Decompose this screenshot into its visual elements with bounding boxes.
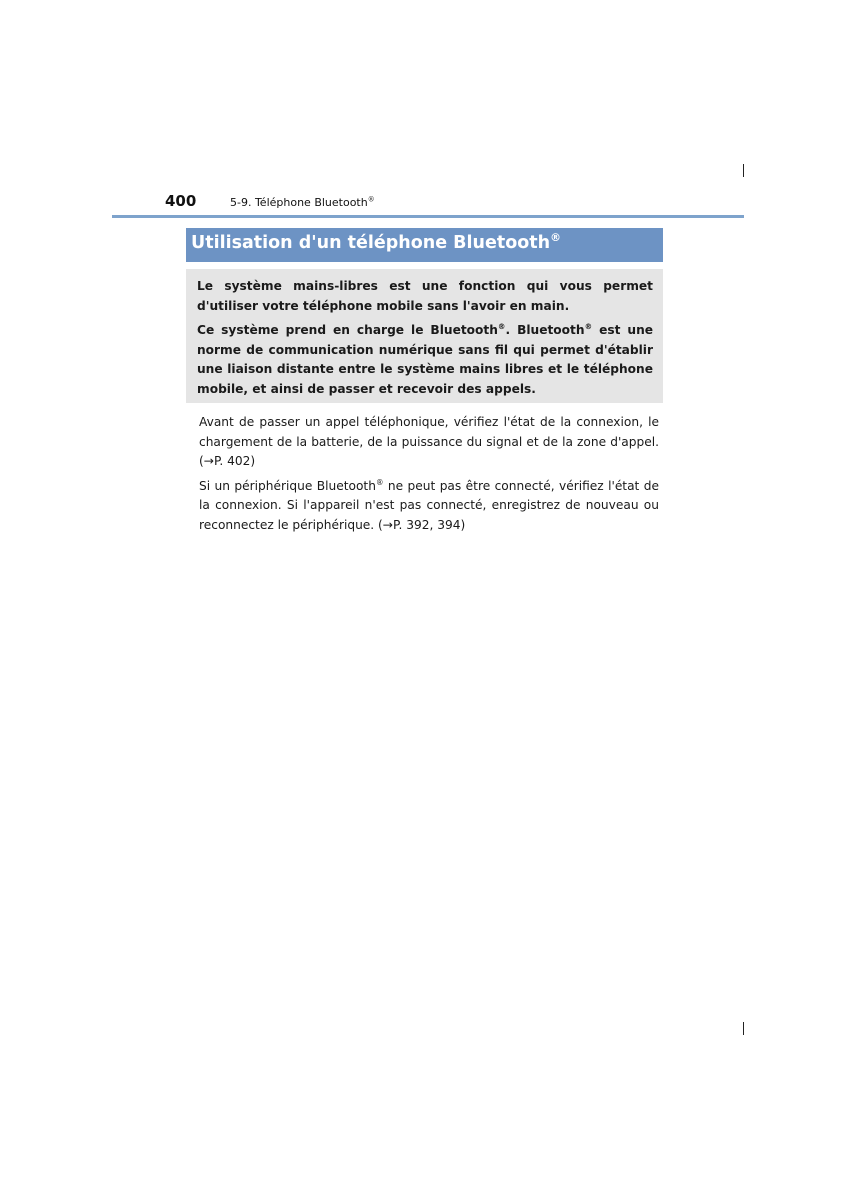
registered-mark: ® — [367, 195, 375, 204]
intro-text-segment: est une norme de communication numérique sans fil qui permet d'établir une liaison distante entre le système mains libres et le téléphone mobile, et ainsi de passer et recevoir des appels. — [197, 323, 654, 396]
page-title — [191, 233, 561, 253]
section-label-text: 5-9. Téléphone Bluetooth — [230, 196, 368, 209]
registered-mark: ® — [584, 321, 593, 331]
intro-paragraph-1: Le système mains-libres est une fonction qui vous permet d'utiliser votre téléphone mobile sans l'avoir en main. — [197, 279, 653, 313]
header-rule — [112, 215, 744, 218]
body-paragraph-1: Avant de passer un appel téléphonique, vérifiez l'état de la connexion, le chargement de la batterie, de la puissance du signal et de la zone d'appel. (→P. 402) — [199, 415, 659, 468]
page-number: 400 — [165, 192, 197, 210]
registered-mark: ® — [550, 231, 561, 245]
section-label — [230, 196, 375, 209]
page-header — [0, 190, 848, 220]
body-paragraph-2 — [199, 477, 659, 536]
intro-box — [186, 269, 663, 403]
crop-mark-top — [743, 164, 744, 177]
registered-mark: ® — [497, 321, 506, 331]
intro-paragraph-2 — [197, 321, 653, 399]
section-title-bar — [186, 228, 663, 262]
registered-mark: ® — [375, 477, 384, 487]
body-text-segment: ne peut pas être connecté, vérifiez l'état de la connexion. Si l'appareil n'est pas connecté, enregistrez de nouveau ou reconnectez le périphérique. (→P. 392, 394) — [199, 478, 659, 532]
page-title-text: Utilisation d'un téléphone Bluetooth — [191, 233, 551, 253]
intro-text-segment: Ce système prend en charge le Bluetooth — [197, 323, 498, 337]
body-text — [199, 413, 659, 540]
body-text-segment: Si un périphérique Bluetooth — [199, 478, 376, 493]
intro-text-segment: . Bluetooth — [505, 323, 585, 337]
crop-mark-bottom — [743, 1022, 744, 1035]
